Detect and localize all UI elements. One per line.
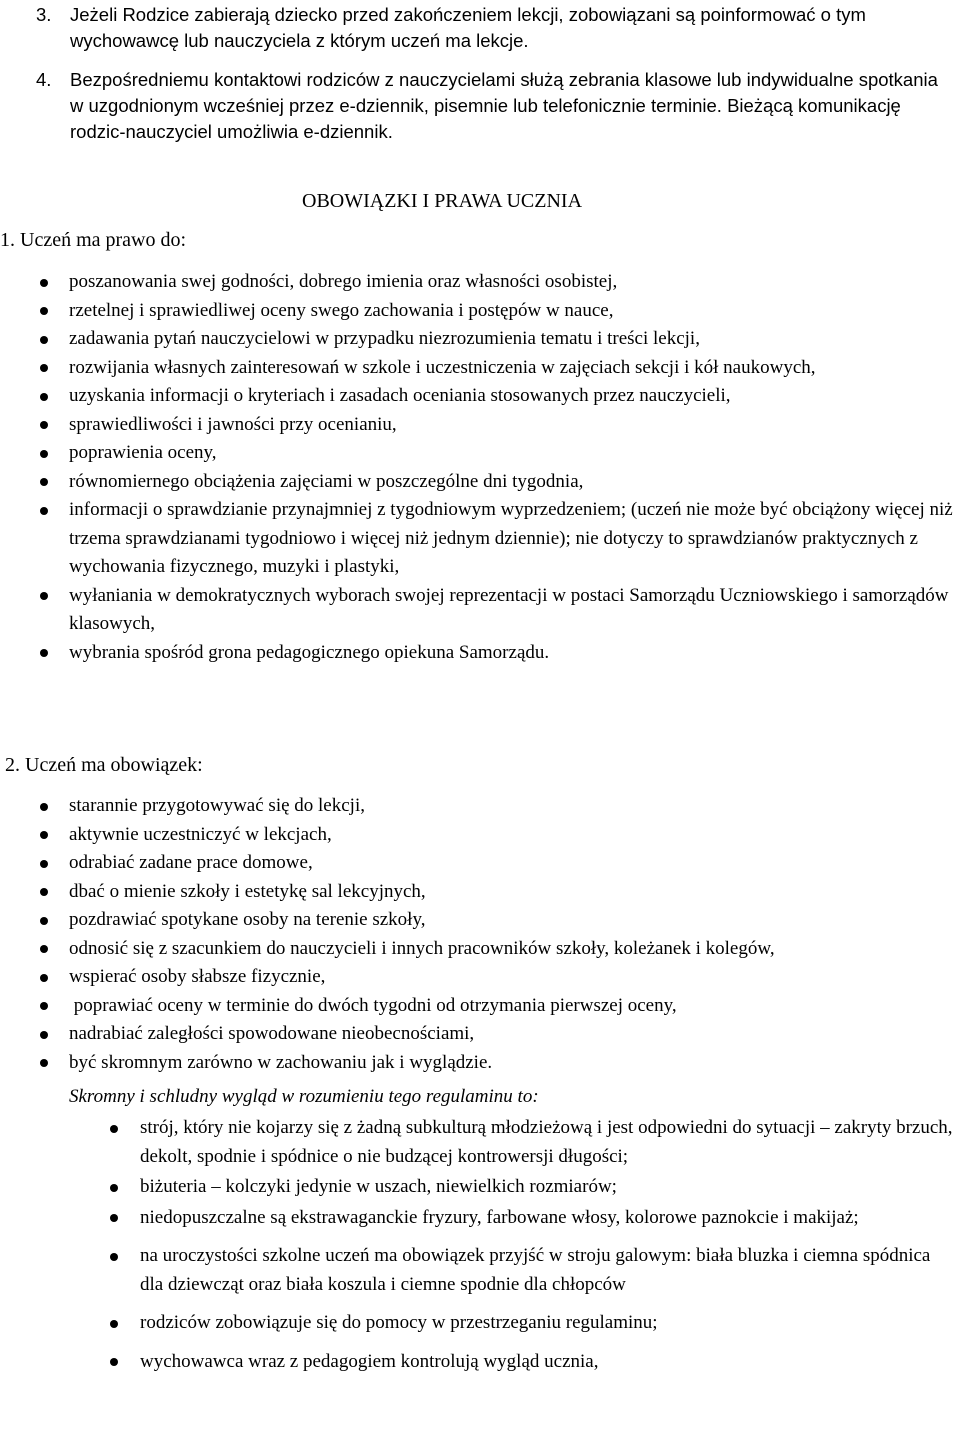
point-number: 3.	[36, 4, 52, 25]
page-title: OBOWIĄZKI I PRAWA UCZNIA	[302, 190, 583, 212]
list-item	[0, 1204, 960, 1233]
list-item-text: biżuteria – kolczyki jedynie w uszach, niewielkich rozmiarów;	[140, 1176, 617, 1197]
point-text: Jeżeli Rodzice zabierają dziecko przed zakończeniem lekcji, zobowiązani są poinformować o tym wychowawcę lub nauczyciela z którym uczeń ma lekcje.	[70, 4, 866, 51]
section-1-list	[0, 268, 960, 667]
list-item-text: dbać o mienie szkoły i estetykę sal lekcyjnych,	[69, 880, 426, 902]
bullet-icon	[40, 450, 48, 458]
bullet-icon	[40, 307, 48, 315]
list-item	[0, 1348, 960, 1377]
bullet-icon	[40, 888, 48, 896]
list-item	[0, 992, 960, 1021]
bullet-icon	[40, 945, 48, 953]
bullet-icon	[40, 507, 48, 515]
list-item-text: niedopuszczalne są ekstrawaganckie fryzury, farbowane włosy, kolorowe paznokcie i makijaż;	[140, 1206, 859, 1228]
bullet-icon	[110, 1214, 118, 1222]
list-item	[0, 963, 960, 992]
list-item-text: zadawania pytań nauczycielowi w przypadku niezrozumienia tematu i treści lekcji,	[69, 328, 700, 349]
list-item-text: wychowawca wraz z pedagogiem kontrolują wygląd ucznia,	[140, 1350, 599, 1372]
list-item-text: na uroczystości szkolne uczeń ma obowiązek przyjść w stroju galowym: biała bluzka i ciemna spódnica dla dziewcząt oraz biała koszula i ciemne spodnie dla chłopców	[140, 1245, 931, 1295]
list-item-text: nadrabiać zaległości spowodowane nieobecnościami,	[69, 1023, 475, 1044]
list-item-text: odnosić się z szacunkiem do nauczycieli i innych pracowników szkoły, koleżanek i kolegów,	[69, 937, 775, 959]
list-item	[0, 849, 960, 878]
bullet-icon	[40, 1059, 48, 1067]
bullet-icon	[40, 279, 48, 287]
bullet-icon	[40, 336, 48, 344]
list-item	[0, 1114, 960, 1171]
list-item	[0, 1049, 960, 1078]
list-item	[0, 582, 960, 639]
list-item	[0, 354, 960, 383]
numbered-point	[36, 2, 950, 54]
bullet-icon	[40, 974, 48, 982]
appearance-note: Skromny i schludny wygląd w rozumieniu tego regulaminu to:	[69, 1086, 539, 1107]
list-item	[0, 1020, 960, 1049]
list-item	[0, 639, 960, 668]
bullet-icon	[110, 1253, 118, 1261]
list-item-text: strój, który nie kojarzy się z żadną subkulturą młodzieżową i jest odpowiedni do sytuacji – zakryty brzuch, dekolt, spodnie i spódnice o nie budzącej kontrowersji długości;	[140, 1117, 953, 1167]
list-item	[0, 792, 960, 821]
list-item-text: rzetelnej i sprawiedliwej oceny swego zachowania i postępów w nauce,	[69, 299, 614, 321]
bullet-icon	[40, 1002, 48, 1010]
point-text: Bezpośredniemu kontaktowi rodziców z nauczycielami służą zebrania klasowe lub indywidualne spotkania w uzgodnionym wcześniej przez e-dziennik, pisemnie lub telefonicznie terminie. Bieżącą komunikację rodzic-nauczyciel umożliwia e-dziennik.	[70, 69, 938, 142]
bullet-icon	[40, 364, 48, 372]
list-item-text: rodziców zobowiązuje się do pomocy w przestrzeganiu regulaminu;	[140, 1312, 658, 1333]
list-item-text: starannie przygotowywać się do lekcji,	[69, 795, 365, 816]
list-item-text: sprawiedliwości i jawności przy ocenianiu,	[69, 413, 397, 435]
list-item	[0, 878, 960, 907]
list-item	[0, 382, 960, 411]
bullet-icon	[40, 860, 48, 868]
bullet-icon	[40, 592, 48, 600]
list-item	[0, 1173, 960, 1202]
list-item-text: równomiernego obciążenia zajęciami w poszczególne dni tygodnia,	[69, 470, 584, 492]
bullet-icon	[40, 831, 48, 839]
list-item-text: poprawiać oceny w terminie do dwóch tygodni od otrzymania pierwszej oceny,	[69, 994, 677, 1016]
list-item-text: być skromnym zarówno w zachowaniu jak i wyglądzie.	[69, 1051, 493, 1073]
list-item	[0, 1242, 960, 1299]
list-item	[0, 906, 960, 935]
section-2-list	[0, 792, 960, 1077]
list-item-text: uzyskania informacji o kryteriach i zasadach oceniania stosowanych przez nauczycieli,	[69, 385, 731, 406]
bullet-icon	[40, 917, 48, 925]
list-item-text: wybrania spośród grona pedagogicznego opiekuna Samorządu.	[69, 641, 550, 663]
list-item	[0, 935, 960, 964]
numbered-point	[36, 67, 950, 145]
bullet-icon	[110, 1358, 118, 1366]
list-item	[0, 496, 960, 582]
bullet-icon	[40, 803, 48, 811]
list-item-text: aktywnie uczestniczyć w lekcjach,	[69, 823, 332, 845]
appearance-list	[0, 1114, 960, 1376]
list-item	[0, 411, 960, 440]
list-item	[0, 439, 960, 468]
list-item-text: informacji o sprawdzianie przynajmniej z tygodniowym wyprzedzeniem; (uczeń nie może być obciążony więcej niż trzema sprawdzianami tygodniowo i więcej niż jednym dziennie); nie dotyczy to sprawdzianów praktycznych z wychowania fizycznego, muzyki i plastyki,	[69, 499, 953, 577]
list-item	[0, 325, 960, 354]
list-item	[0, 1309, 960, 1338]
list-item-text: odrabiać zadane prace domowe,	[69, 852, 313, 873]
point-number: 4.	[36, 69, 52, 90]
bullet-icon	[110, 1320, 118, 1328]
list-item	[0, 268, 960, 297]
bullet-icon	[40, 421, 48, 429]
section-1-title: 1. Uczeń ma prawo do:	[0, 229, 187, 251]
bullet-icon	[110, 1184, 118, 1192]
bullet-icon	[40, 1031, 48, 1039]
list-item-text: wyłaniania w demokratycznych wyborach swojej reprezentacji w postaci Samorządu Uczniowskiego i samorządów klasowych,	[69, 584, 949, 634]
list-item-text: wspierać osoby słabsze fizycznie,	[69, 966, 326, 987]
list-item	[0, 297, 960, 326]
bullet-icon	[40, 393, 48, 401]
list-item-text: pozdrawiać spotykane osoby na terenie szkoły,	[69, 909, 426, 930]
list-item-text: rozwijania własnych zainteresowań w szkole i uczestniczenia w zajęciach sekcji i kół naukowych,	[69, 356, 816, 378]
bullet-icon	[40, 478, 48, 486]
bullet-icon	[40, 649, 48, 657]
list-item	[0, 821, 960, 850]
bullet-icon	[110, 1125, 118, 1133]
section-2-title: 2. Uczeń ma obowiązek:	[5, 754, 203, 776]
list-item-text: poprawienia oceny,	[69, 442, 217, 463]
list-item	[0, 468, 960, 497]
list-item-text: poszanowania swej godności, dobrego imienia oraz własności osobistej,	[69, 271, 618, 292]
